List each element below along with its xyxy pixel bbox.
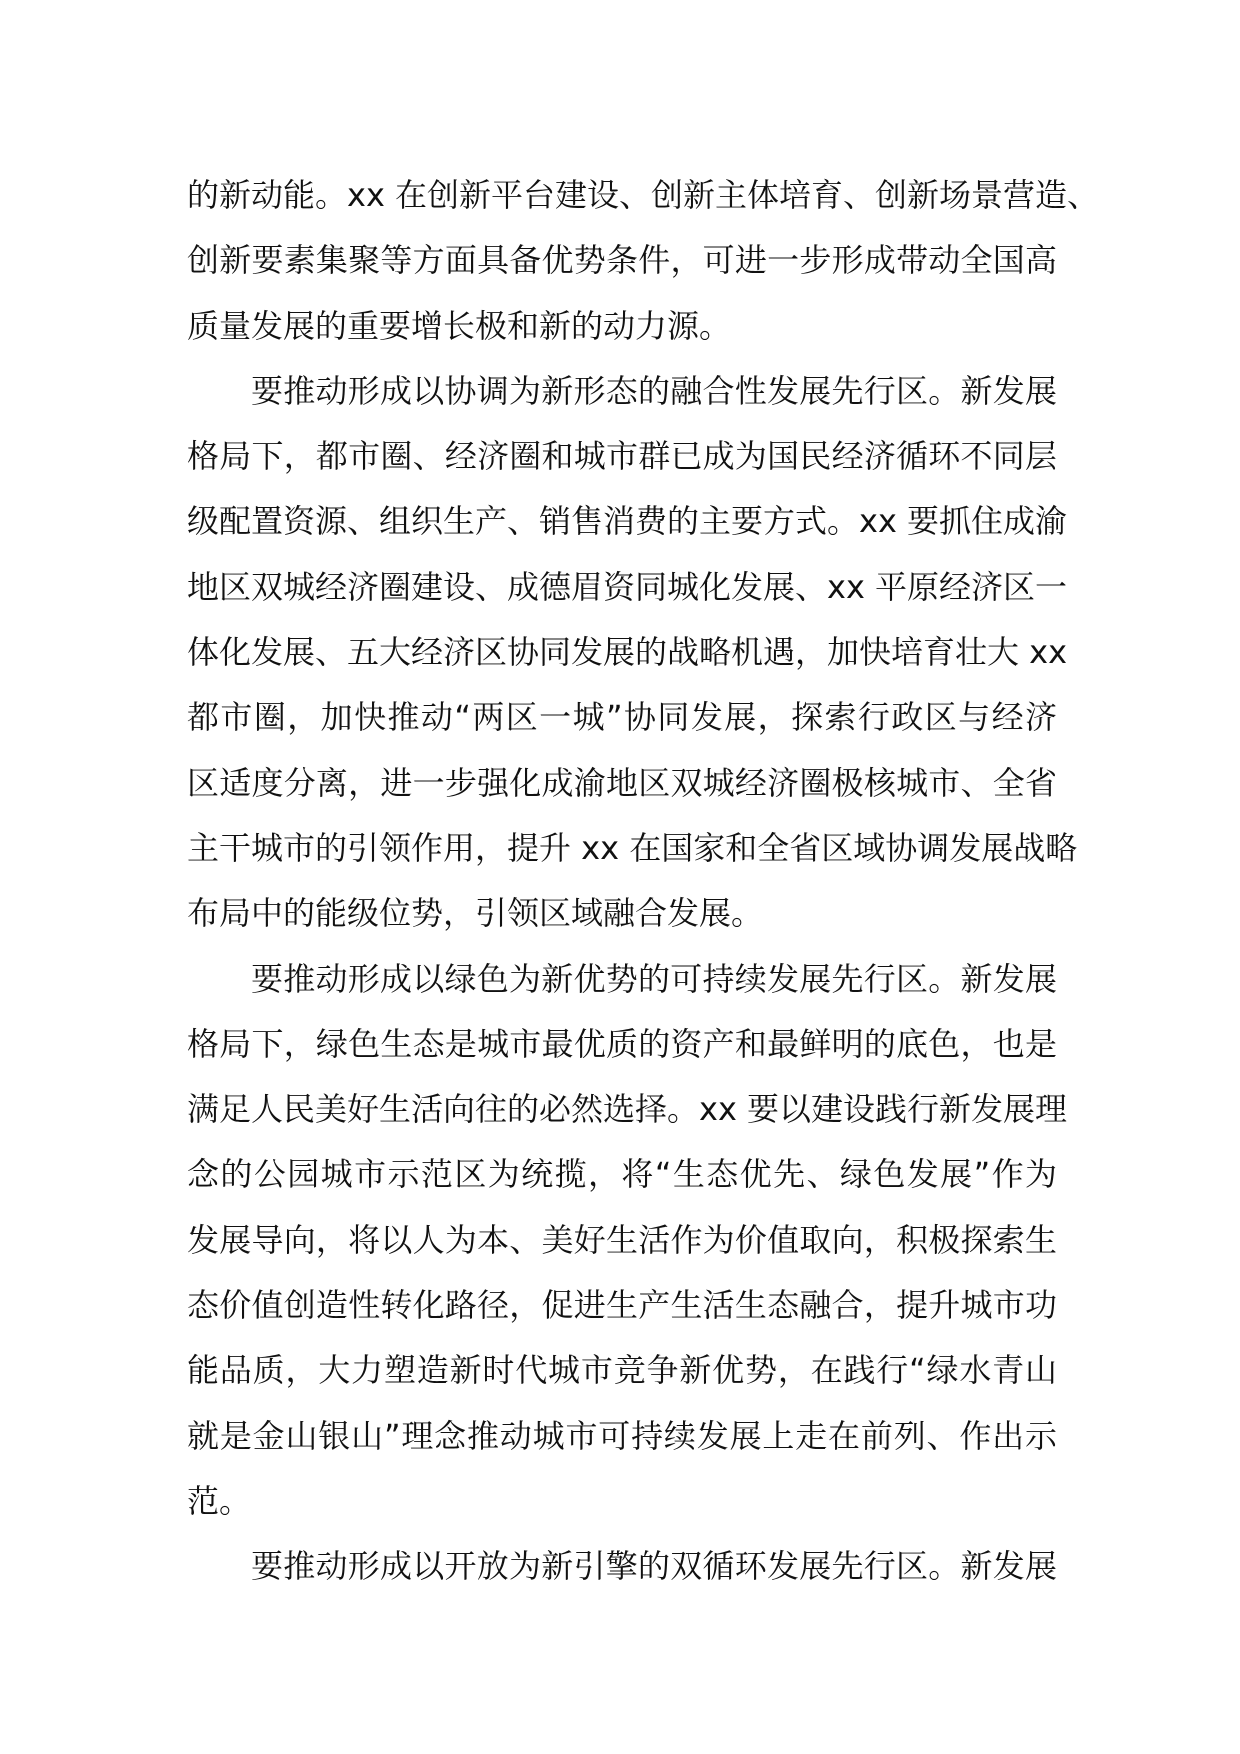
paragraph-4 <box>187 1534 1057 1599</box>
text-line: 布局中的能级位势，引领区域融合发展。 <box>187 894 764 933</box>
text-line: 创新要素集聚等方面具备优势条件，可进一步形成带动全国高 <box>187 241 1057 280</box>
text-line: 要推动形成以开放为新引擎的双循环发展先行区。新发展 <box>251 1547 1057 1586</box>
text-line: 范。 <box>187 1481 252 1520</box>
text-line: 发展导向，将以人为本、美好生活作为价值取向，积极探索生 <box>187 1220 1057 1259</box>
text-line: 体化发展、五大经济区协同发展的战略机遇，加快培育壮大 xx <box>187 633 1068 672</box>
text-line: 都市圈，加快推动“两区一城”协同发展，探索行政区与经济 <box>187 698 1057 737</box>
document-page <box>187 163 1100 1600</box>
text-line: 主干城市的引领作用，提升 xx 在国家和全省区域协调发展战略 <box>187 828 1078 867</box>
text-line: 区适度分离，进一步强化成渝地区双城经济圈极核城市、全省 <box>187 763 1057 802</box>
text-line: 态价值创造性转化路径，促进生产生活生态融合，提升城市功 <box>187 1286 1057 1325</box>
text-line: 级配置资源、组织生产、销售消费的主要方式。xx 要抓住成渝 <box>187 502 1068 541</box>
text-line: 满足人民美好生活向往的必然选择。xx 要以建设践行新发展理 <box>187 1090 1068 1129</box>
text-line: 能品质，大力塑造新时代城市竞争新优势，在践行“绿水青山 <box>187 1351 1057 1390</box>
text-line: 的新动能。xx 在创新平台建设、创新主体培育、创新场景营造、 <box>187 176 1100 214</box>
text-line: 格局下，都市圈、经济圈和城市群已成为国民经济循环不同层 <box>187 437 1057 476</box>
paragraph-2 <box>187 359 1078 947</box>
text-line: 就是金山银山”理念推动城市可持续发展上走在前列、作出示 <box>187 1416 1057 1455</box>
text-line: 要推动形成以协调为新形态的融合性发展先行区。新发展 <box>251 371 1057 410</box>
text-line: 质量发展的重要增长极和新的动力源。 <box>187 306 732 345</box>
text-line: 格局下，绿色生态是城市最优质的资产和最鲜明的底色，也是 <box>187 1024 1057 1063</box>
text-line: 要推动形成以绿色为新优势的可持续发展先行区。新发展 <box>251 959 1057 998</box>
text-line: 念的公园城市示范区为统揽，将“生态优先、绿色发展”作为 <box>187 1155 1057 1194</box>
paragraph-1 <box>187 163 1100 359</box>
text-line: 地区双城经济圈建设、成德眉资同城化发展、xx 平原经济区一 <box>187 567 1068 606</box>
paragraph-3 <box>187 947 1068 1535</box>
